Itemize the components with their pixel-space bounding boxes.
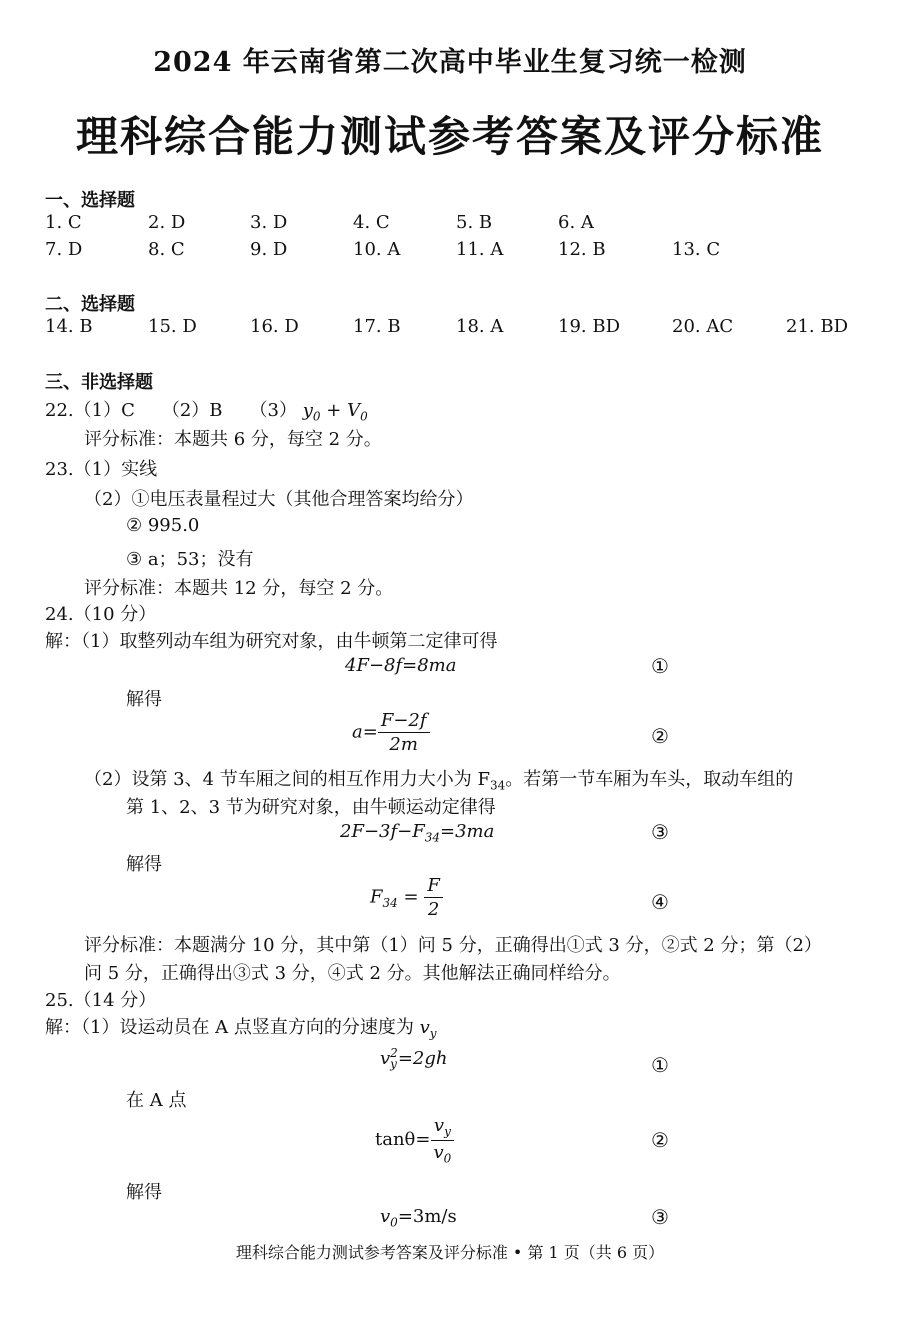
equation-number: ①: [651, 654, 669, 678]
q24-jiede-1: 解得: [126, 689, 162, 710]
answer-item: 14. B: [45, 316, 93, 337]
page-footer: 理科综合能力测试参考答案及评分标准 • 第 1 页（共 6 页）: [235, 1243, 665, 1262]
doc-title: 2024 年云南省第二次高中毕业生复习统一检测: [153, 47, 747, 78]
q24-header: 24.（10 分）: [45, 604, 157, 625]
answer-item: 9. D: [250, 239, 288, 260]
answer-item: 3. D: [250, 212, 288, 233]
q24-equation-2: a= $\frac{F-2f}{2m}$: [352, 710, 430, 755]
answer-item: 10. A: [353, 239, 401, 260]
q24-equation-4: $F_{34}$ = $\frac{F}{2}$: [370, 875, 443, 920]
equation-number: ④: [651, 890, 669, 914]
answer-item: 20. AC: [672, 316, 734, 337]
q25-equation-1: v 2 y =2gh: [380, 1046, 448, 1071]
q25-jiede: 解得: [126, 1182, 162, 1203]
q24-part-2a: （2）设第 3、4 节车厢之间的相互作用力大小为 $F_{34}$。若第一节车厢为车头，取动车组的: [84, 769, 794, 793]
equation-number: ②: [651, 1128, 669, 1152]
equation-number: ③: [651, 1205, 669, 1229]
q23-scoring: 评分标准：本题共 12 分，每空 2 分。: [84, 578, 394, 599]
answer-item: 16. D: [250, 316, 299, 337]
equation-number: ②: [651, 724, 669, 748]
q25-header: 25.（14 分）: [45, 990, 157, 1011]
answer-item: 15. D: [148, 316, 197, 337]
answer-item: 1. C: [45, 212, 82, 233]
answer-item: 7. D: [45, 239, 83, 260]
q24-scoring-2: 问 5 分，正确得出③式 3 分，④式 2 分。其他解法正确同样给分。: [84, 963, 621, 984]
answer-item: 2. D: [148, 212, 186, 233]
q23-line-3: ② 995.0: [126, 515, 200, 536]
q24-equation-1: 4F−8f=8ma: [345, 655, 457, 676]
q23-line-1: 23.（1）实线: [45, 459, 158, 480]
answer-item: 8. C: [148, 239, 185, 260]
answer-item: 19. BD: [558, 316, 621, 337]
q24-jiede-2: 解得: [126, 854, 162, 875]
answer-item: 4. C: [353, 212, 390, 233]
answer-item: 5. B: [456, 212, 493, 233]
answer-item: 17. B: [353, 316, 401, 337]
q24-equation-3: $2F-3f-F_{34}=3ma$: [340, 821, 495, 845]
q23-line-4: ③ a；53；没有: [126, 549, 254, 570]
q25-at-a: 在 A 点: [126, 1090, 187, 1111]
answer-item: 6. A: [558, 212, 594, 233]
answer-item: 13. C: [672, 239, 721, 260]
q25-equation-2: tanθ= $\frac{v_y}{v_0}$: [375, 1115, 454, 1165]
section-1-title: 一、选择题: [45, 190, 135, 211]
q22-scoring: 评分标准：本题共 6 分，每空 2 分。: [84, 429, 382, 450]
q25-equation-3: $v_0=3m/s$: [380, 1206, 457, 1230]
q25-part-1: 解：（1）设运动员在 A 点竖直方向的分速度为 $v_y$: [45, 1017, 437, 1041]
equation-number: ③: [651, 820, 669, 844]
q22-answers: [45, 396, 368, 424]
q22-line: 22.（1）C （2）B （3）: [45, 400, 297, 421]
q24-part-1: 解：（1）取整列动车组为研究对象，由牛顿第二定律可得: [45, 631, 498, 652]
q22-expression: $y_0 + V_0$: [302, 400, 368, 424]
q24-scoring-1: 评分标准：本题满分 10 分，其中第（1）问 5 分，正确得出①式 3 分，②式 2 分；第（2）: [84, 935, 822, 956]
q24-part-2b: 第 1、2、3 节为研究对象，由牛顿运动定律得: [126, 797, 496, 818]
answer-item: 11. A: [456, 239, 504, 260]
q23-line-2: （2）①电压表量程过大（其他合理答案均给分）: [84, 489, 474, 510]
section-2-title: 二、选择题: [45, 294, 135, 315]
answer-item: 21. BD: [786, 316, 849, 337]
equation-number: ①: [651, 1053, 669, 1077]
answer-item: 18. A: [456, 316, 504, 337]
section-3-title: 三、非选择题: [45, 372, 153, 393]
answer-item: 12. B: [558, 239, 606, 260]
doc-subtitle: 理科综合能力测试参考答案及评分标准: [75, 112, 824, 161]
